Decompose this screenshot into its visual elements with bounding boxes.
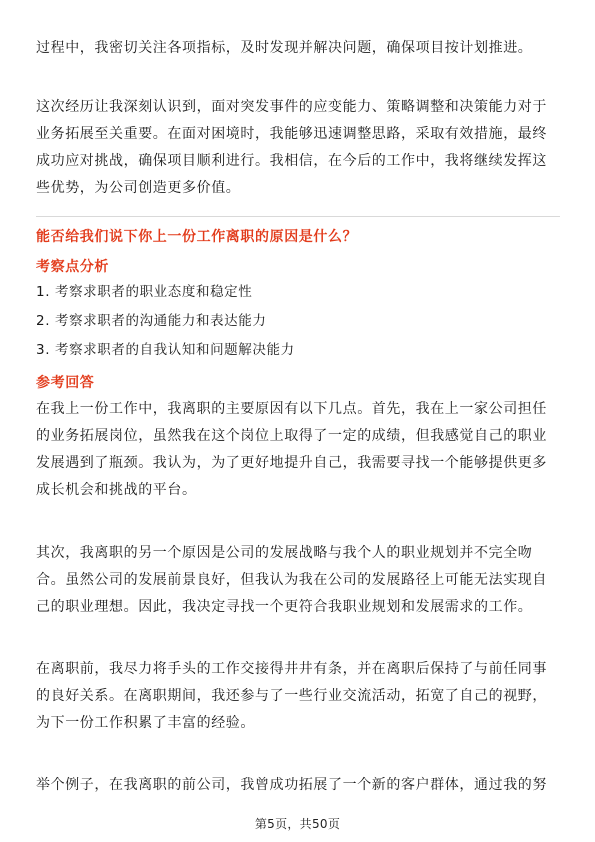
- answer-heading: 参考回答: [36, 375, 95, 391]
- analysis-heading: 考察点分析: [36, 259, 109, 275]
- intro-paragraph-1: 过程中，我密切关注各项指标，及时发现并解决问题，确保项目按计划推进。: [36, 40, 533, 56]
- page-number: 第5页，共50页: [254, 817, 341, 831]
- answer-paragraph-3: 在离职前，我尽力将手头的工作交接得井井有条，并在离职后保持了与前任同事的良好关系。在离职期间，我还参与了一些行业交流活动，拓宽了自己的视野，为下一份工作积累了丰富的经验。: [36, 661, 547, 731]
- analysis-item: 3. 考察求职者的自我认知和问题解决能力: [36, 342, 295, 358]
- answer-paragraph-1: 在我上一份工作中，我离职的主要原因有以下几点。首先，我在上一家公司担任的业务拓展岗位，虽然我在这个岗位上取得了一定的成绩，但我感觉自己的职业发展遇到了瓶颈。我认为，为了更好地提升自己，我需要寻找一个能够提供更多成长机会和挑战的平台。: [36, 401, 547, 498]
- analysis-item: 2. 考察求职者的沟通能力和表达能力: [36, 313, 267, 329]
- intro-paragraph-2: 这次经历让我深刻认识到，面对突发事件的应变能力、策略调整和决策能力对于业务拓展至关重要。在面对困境时，我能够迅速调整思路，采取有效措施，最终成功应对挑战，确保项目顺利进行。我相信，在今后的工作中，我将继续发挥这些优势，为公司创造更多价值。: [36, 99, 547, 196]
- analysis-item: 1. 考察求职者的职业态度和稳定性: [36, 284, 253, 300]
- interview-question: 能否给我们说下你上一份工作离职的原因是什么？: [36, 229, 358, 245]
- section-divider: [36, 216, 560, 217]
- answer-paragraph-2: 其次，我离职的另一个原因是公司的发展战略与我个人的职业规划并不完全吻合。虽然公司的发展前景良好，但我认为我在公司的发展路径上可能无法实现自己的职业理想。因此，我决定寻找一个更符合我职业规划和发展需求的工作。: [36, 545, 547, 615]
- answer-paragraph-4: 举个例子，在我离职的前公司，我曾成功拓展了一个新的客户群体，通过我的努: [36, 777, 547, 793]
